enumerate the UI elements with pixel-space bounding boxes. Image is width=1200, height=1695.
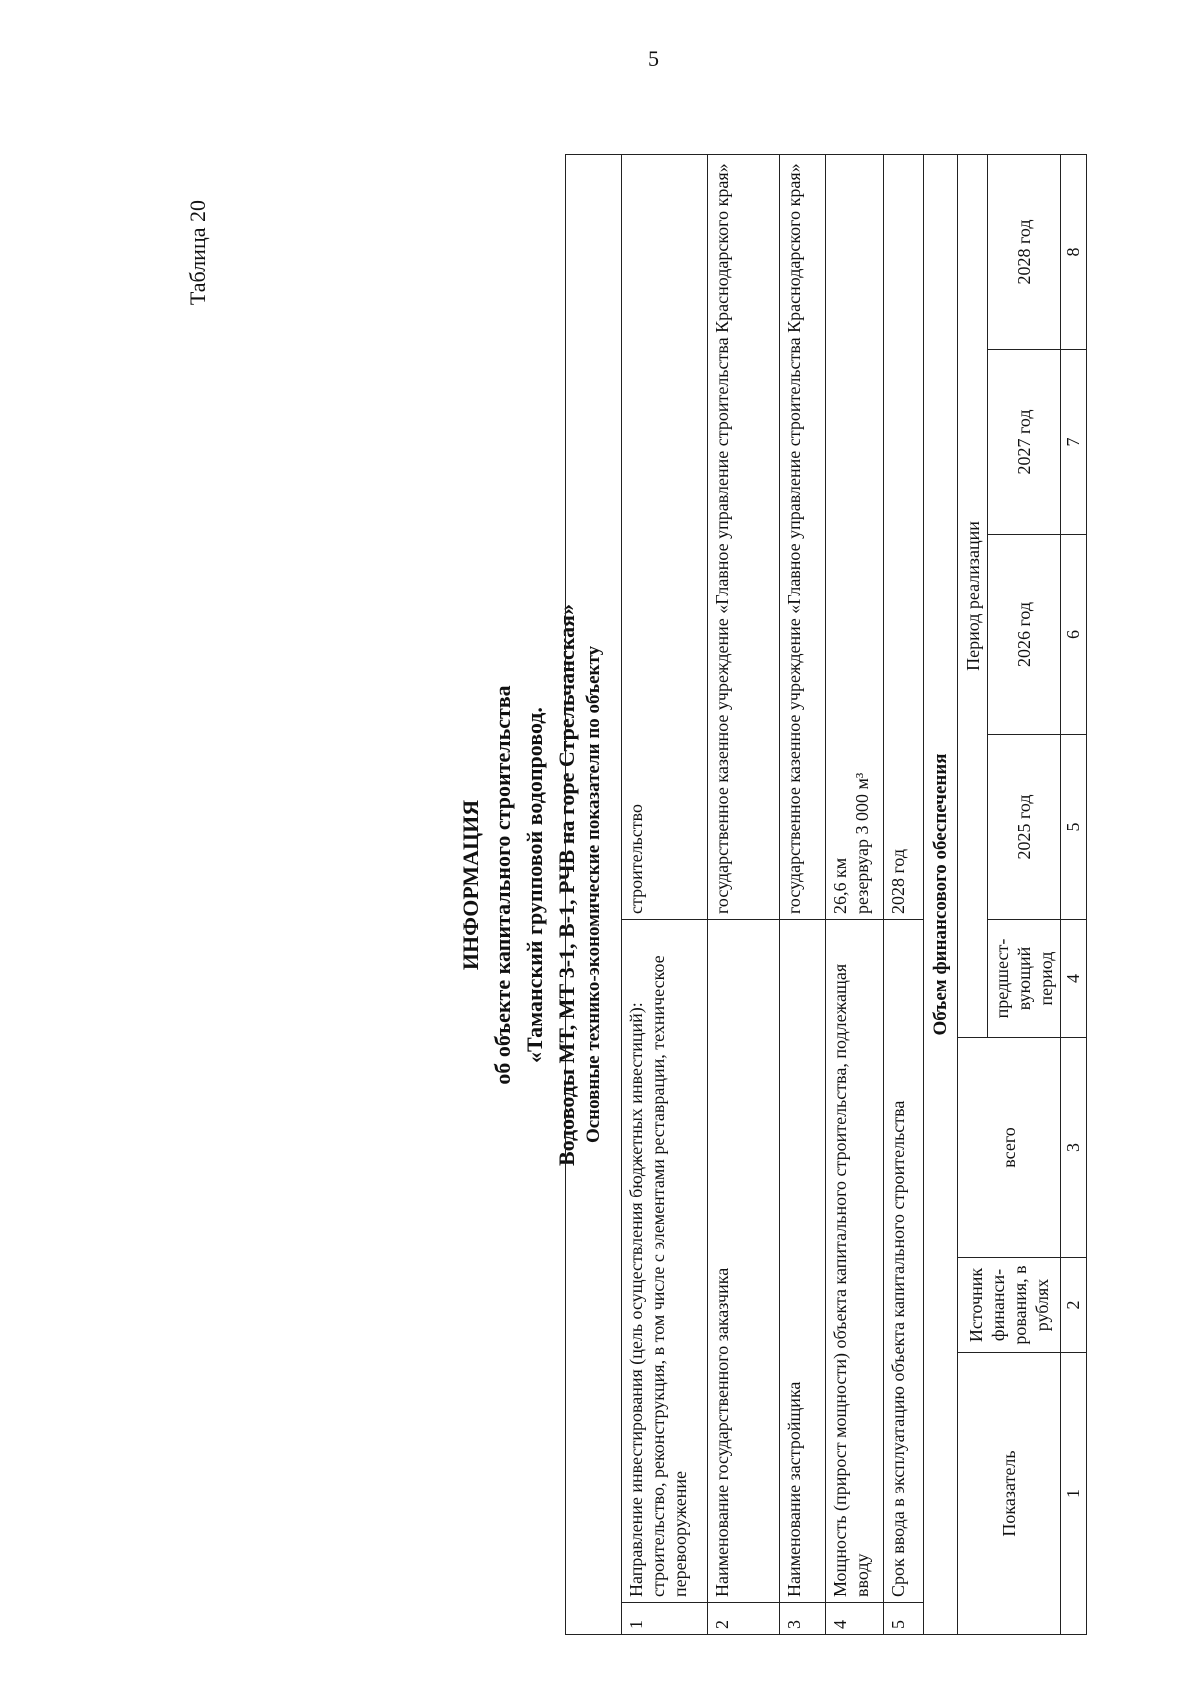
row-label: Направление инвестирования (цель осуществления бюджетных инвестиций): строительство, реконструкция, в том числе с элементами реставрации, техническое перевооружение <box>622 920 708 1603</box>
header-period-group: Период реализации <box>958 154 988 1037</box>
row-value <box>826 154 884 919</box>
header-year-2027: 2027 год <box>988 350 1061 535</box>
header-source: Источник финанси-рования, в рублях <box>958 1258 1061 1353</box>
column-index: 5 <box>1061 735 1087 920</box>
table-row <box>622 154 708 1634</box>
row-number: 4 <box>826 1603 884 1635</box>
section-header-financing: Объем финансового обеспечения <box>924 154 958 1634</box>
row-value: 2028 год <box>884 154 924 919</box>
info-table <box>565 154 1087 1635</box>
row-label: Срок ввода в эксплуатацию объекта капитального строительства <box>884 920 924 1603</box>
row-value: государственное казенное учреждение «Главное управление строительства Краснодарского края» <box>780 154 826 919</box>
table-row <box>780 154 826 1634</box>
header-year-2028: 2028 год <box>988 154 1061 349</box>
table-row <box>708 154 780 1634</box>
row-value: строительство <box>622 154 708 919</box>
table-row <box>826 154 884 1634</box>
section-header-indicators: Основные технико-экономические показатели по объекту <box>566 154 622 1634</box>
column-index-row <box>1061 154 1087 1634</box>
header-year-2025: 2025 год <box>988 735 1061 920</box>
header-indicator: Показатель <box>958 1353 1061 1635</box>
page-number: 5 <box>648 46 659 71</box>
row-number: 2 <box>708 1603 780 1635</box>
row-label: Мощность (прирост мощности) объекта капитального строительства, подлежащая вводу <box>826 920 884 1603</box>
column-index: 6 <box>1061 535 1087 735</box>
row-number: 3 <box>780 1603 826 1635</box>
header-prior-period: предшест-вующий период <box>988 920 1061 1038</box>
row-number: 1 <box>622 1603 708 1635</box>
row-label: Наименование застройщика <box>780 920 826 1603</box>
row-label: Наименование государственного заказчика <box>708 920 780 1603</box>
title-line-2: об объекте капитального строительства <box>490 685 515 1085</box>
table-row <box>884 154 924 1634</box>
document-title <box>455 105 583 1665</box>
column-index: 4 <box>1061 920 1087 1038</box>
capacity-reservoir: резервуар 3 000 м³ <box>852 772 872 914</box>
column-index: 2 <box>1061 1258 1087 1353</box>
row-value: государственное казенное учреждение «Главное управление строительства Краснодарского края» <box>708 154 780 919</box>
column-index: 3 <box>1061 1038 1087 1258</box>
column-index: 7 <box>1061 350 1087 535</box>
rotated-content <box>105 105 1180 1665</box>
title-line-4: Водоводы МТ, МТ 3-1, В-1, РЧВ на горе Стрельчанская» <box>554 604 579 1166</box>
header-year-2026: 2026 год <box>988 535 1061 735</box>
title-line-3: «Таманский групповой водопровод. <box>522 707 547 1063</box>
column-index: 1 <box>1061 1353 1087 1635</box>
column-index: 8 <box>1061 154 1087 349</box>
capacity-length: 26,6 км <box>830 857 850 914</box>
table-label: Таблица 20 <box>185 200 210 306</box>
header-total: всего <box>958 1038 1061 1258</box>
row-number: 5 <box>884 1603 924 1635</box>
title-line-1: ИНФОРМАЦИЯ <box>458 799 483 971</box>
info-table-wrapper <box>565 155 1087 1635</box>
